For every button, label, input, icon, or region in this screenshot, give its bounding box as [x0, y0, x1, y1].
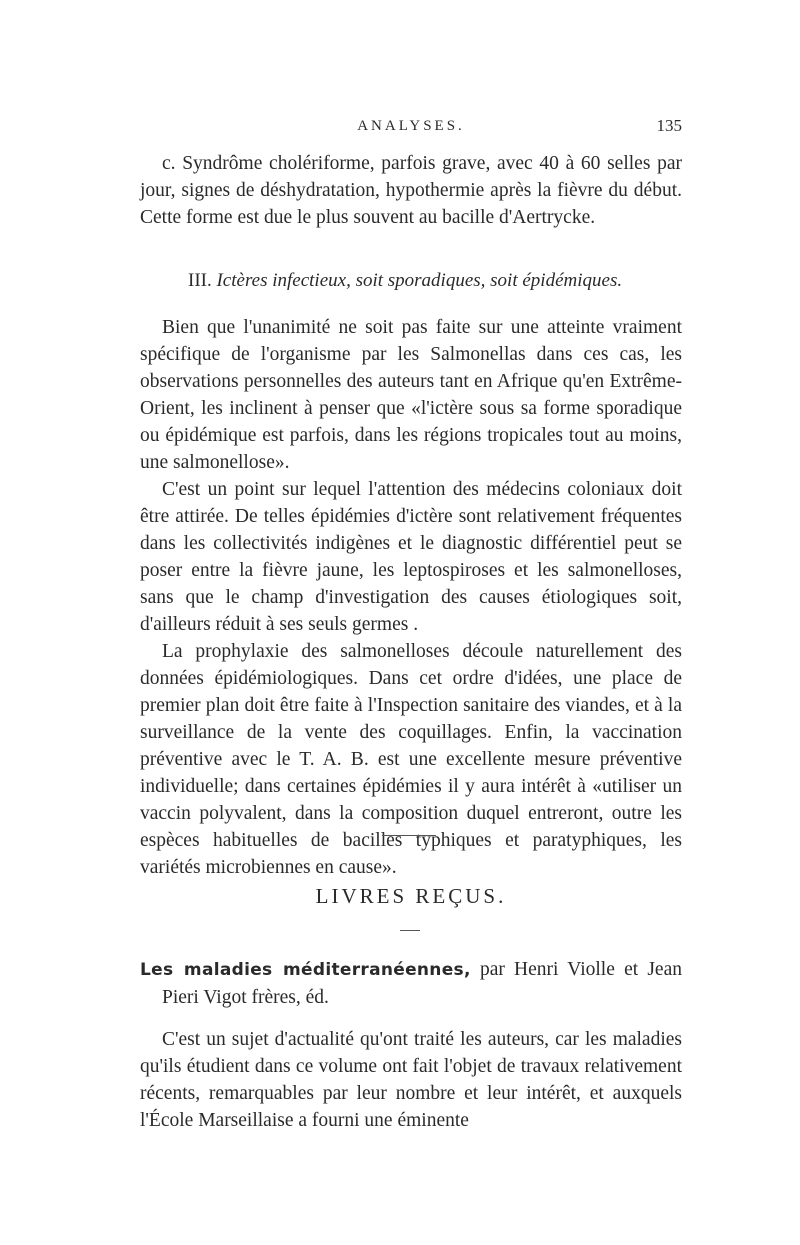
book-entry	[140, 956, 682, 1011]
body-paragraph-3: La prophylaxie des salmonelloses découle naturellement des données épidémiologiques. Dans cet ordre d'idées, une place de premier plan doit être faite à l'Inspection sanitaire des viandes, et à la surveillance de la vente des coquillages. Enfin, la vaccination préventive avec le T. A. B. est une excellente mesure préventive individuelle; dans certaines épidémies il y aura intérêt à «utiliser un vaccin polyvalent, dans la composition duquel entreront, outre les espèces habituelles de bacilles typhiques et paratyphiques, les variétés microbiennes en cause».	[140, 641, 682, 878]
livres-recus-title: LIVRES REÇUS.	[315, 884, 507, 908]
section-heading-text: Ictères infectieux, soit sporadiques, soit épidémiques.	[216, 270, 623, 291]
body-paragraph-2: C'est un point sur lequel l'attention des médecins coloniaux doit être attirée. De telles épidémies d'ictère sont relativement fréquentes dans les collectivités indigènes et le diagnostic différentiel peut se poser entre la fièvre jaune, les leptospiroses et les salmonelloses, sans que le champ d'investigation des causes étiologiques soit, d'ailleurs réduit à ses seuls germes .	[140, 479, 682, 635]
section-iii-body	[140, 314, 682, 881]
body-paragraph-1: Bien que l'unanimité ne soit pas faite sur une atteinte vraiment spécifique de l'organisme par les Salmonellas dans ces cas, les observations personnelles des auteurs tant en Afrique qu'en Extrême-Orient, les inclinent à penser que «l'ictère sous sa forme sporadique ou épidémique est parfois, dans les régions tropicales tout au moins, une salmonellose».	[140, 317, 682, 473]
section-c-text: c. Syndrôme cholériforme, parfois grave, avec 40 à 60 selles par jour, signes de déshydratation, hypothermie après la fièvre du début. Cette forme est due le plus souvent au bacille d'Aertrycke.	[140, 153, 682, 228]
title-underline	[400, 930, 420, 931]
book-publisher: Vigot frères, éd.	[203, 987, 329, 1008]
section-c	[140, 150, 682, 231]
review-text: C'est un sujet d'actualité qu'ont traité les auteurs, car les maladies qu'ils étudient dans ce volume ont fait l'objet de travaux relativement récents, remarquables par leur nombre et leur intérêt, et auxquels l'École Marseillaise a fourni une éminente	[140, 1029, 682, 1131]
book-title: Les maladies méditerranéennes,	[140, 960, 471, 980]
running-title: ANALYSES.	[357, 118, 465, 134]
book-review	[140, 1026, 682, 1134]
page-header	[140, 116, 682, 142]
section-divider	[382, 835, 436, 836]
page-number: 135	[656, 116, 682, 135]
section-numeral: III.	[188, 270, 212, 291]
section-iii-heading	[140, 270, 682, 292]
book-authors: par Henri Violle et Jean Pieri	[162, 959, 682, 1008]
